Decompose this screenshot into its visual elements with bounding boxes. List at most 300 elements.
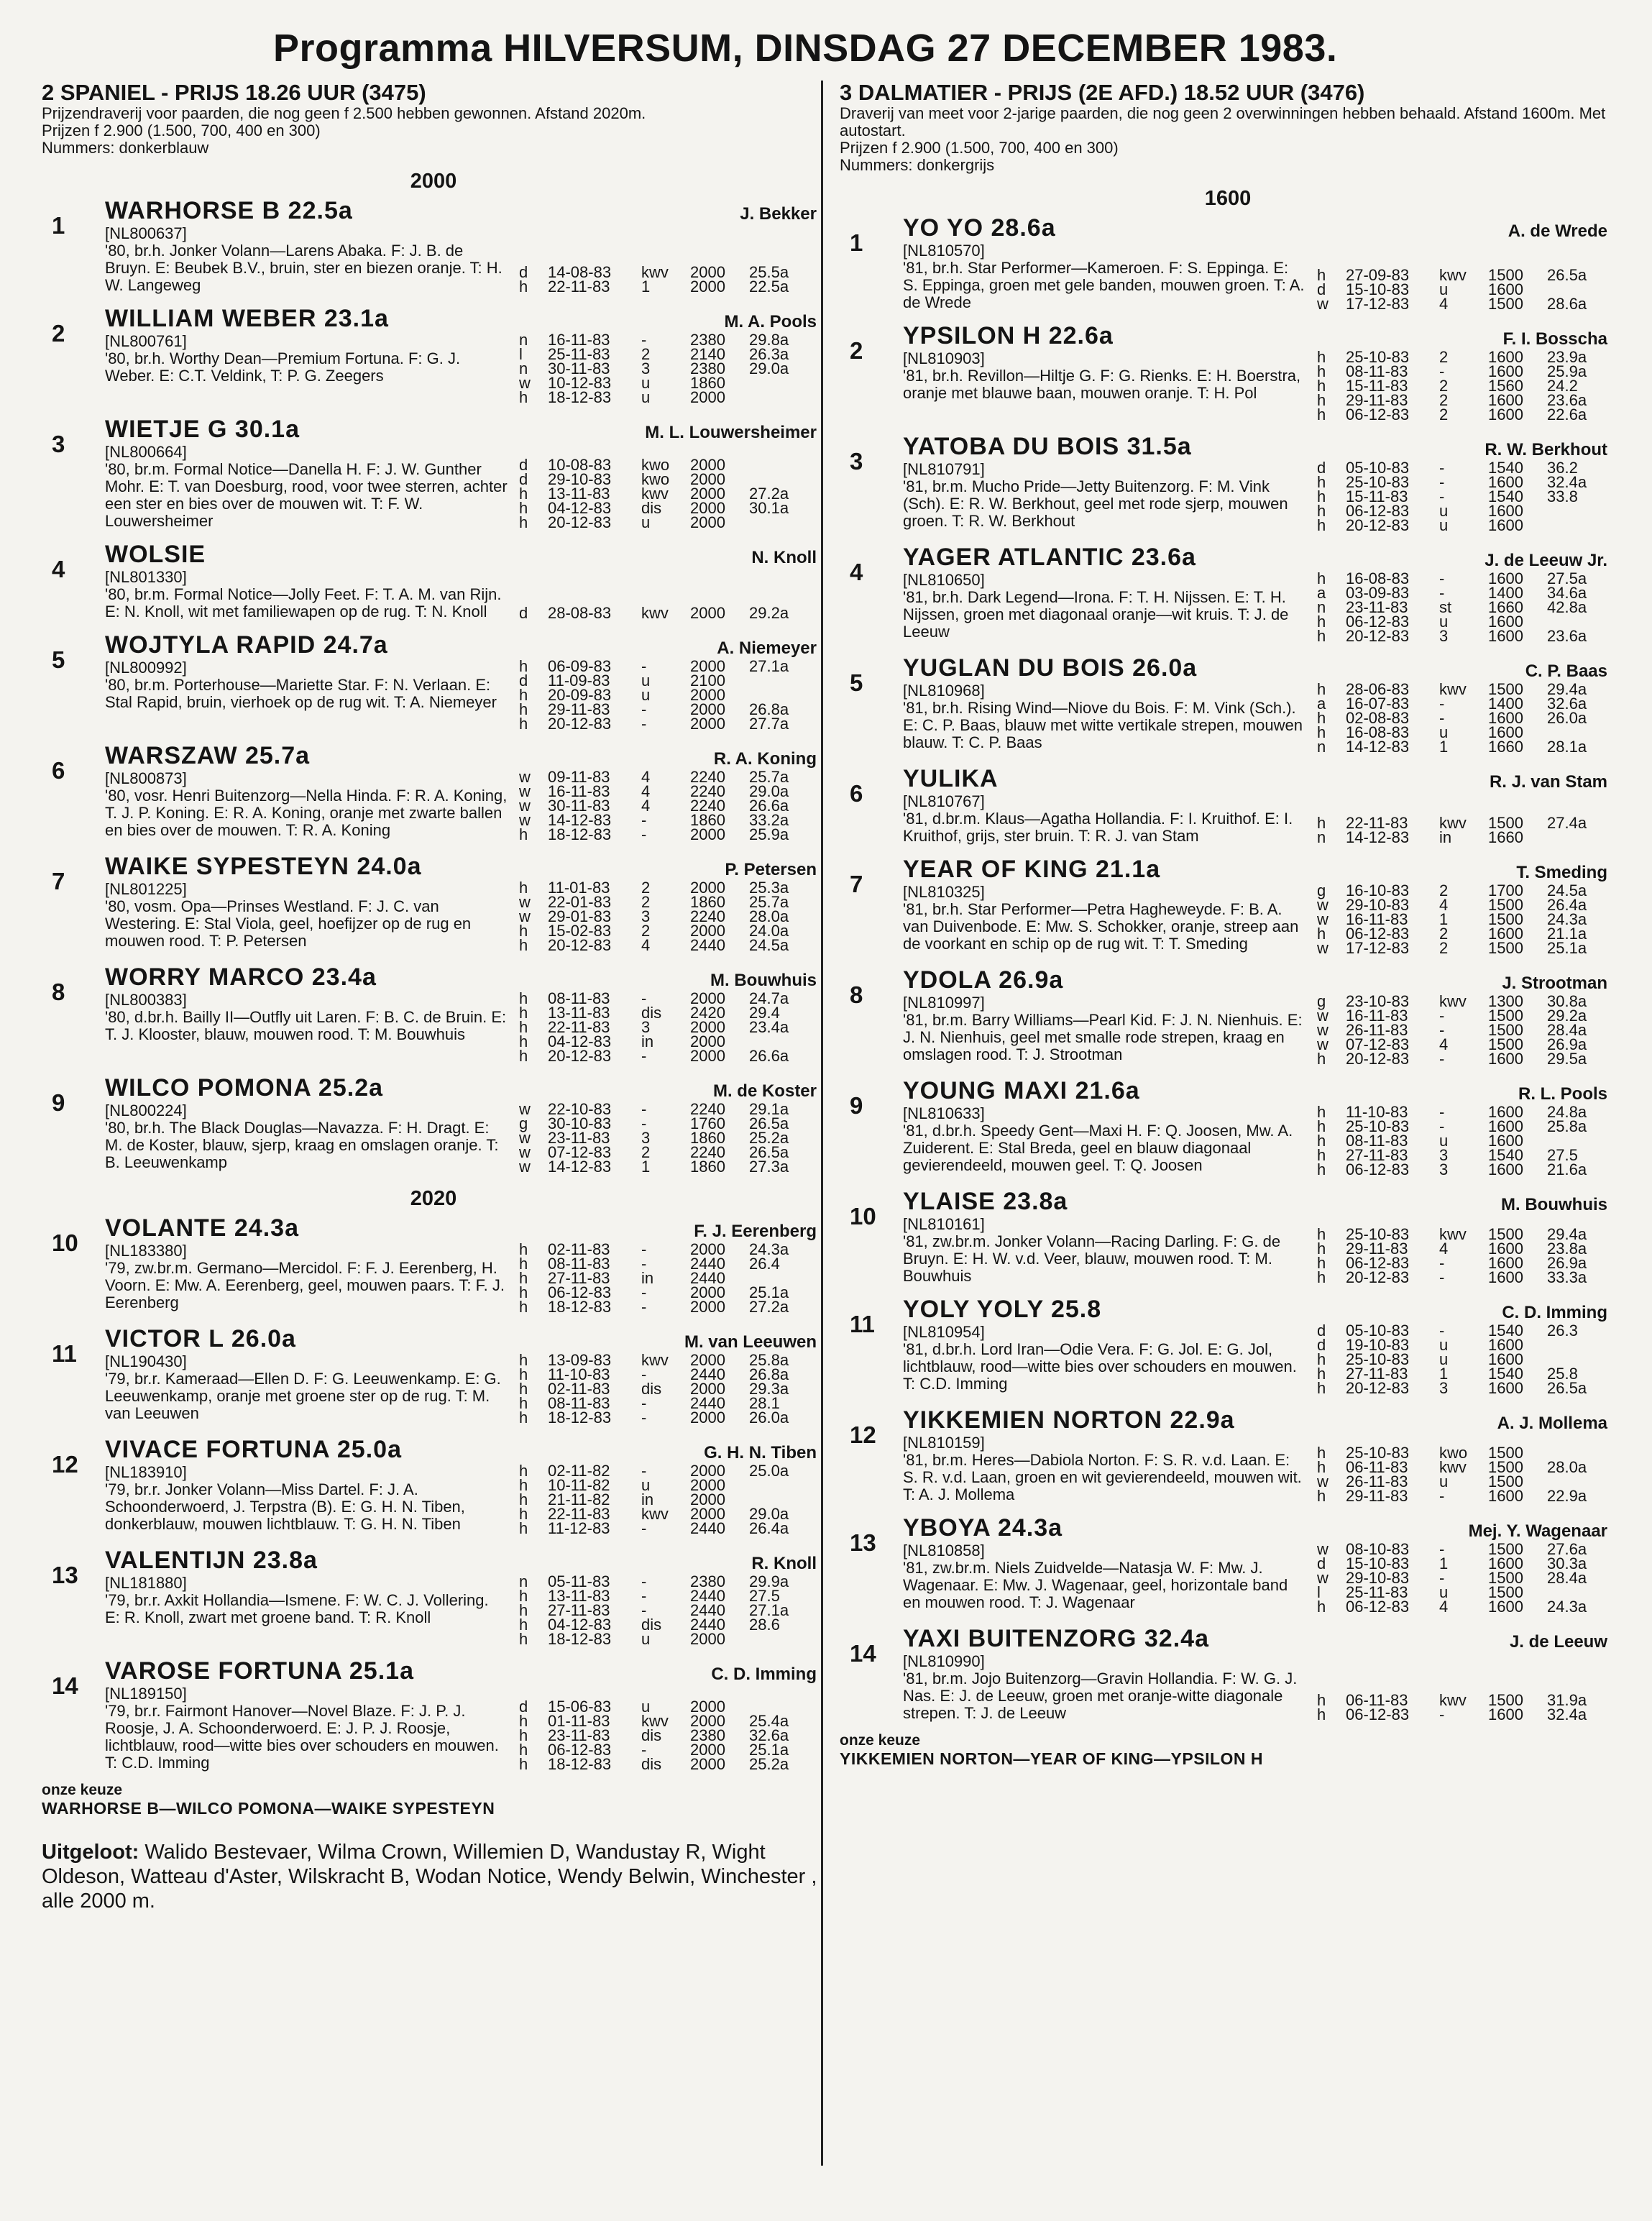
- performance-cell: h: [519, 1755, 528, 1773]
- driver-name: N. Knoll: [751, 548, 817, 567]
- performance-cell: 1600: [1488, 1336, 1523, 1354]
- performance-cell: 18-12-83: [548, 1409, 612, 1427]
- driver-name: M. Bouwhuis: [1501, 1195, 1607, 1214]
- performance-cell: h: [519, 278, 528, 296]
- horse-code: [NL810159]: [903, 1434, 985, 1452]
- performance-cell: h: [519, 1712, 528, 1730]
- horse-code: [NL810968]: [903, 682, 985, 700]
- performance-cell: h: [1317, 1350, 1326, 1368]
- horse-details: [903, 1105, 1616, 1177]
- performance-cell: -: [641, 1572, 647, 1590]
- performance-cell: 1600: [1488, 569, 1523, 587]
- performance-cell: h: [519, 825, 528, 843]
- performance-cell: 27.7a: [749, 715, 789, 733]
- pedigree-text: '81, br.m. Mucho Pride—Jetty Buitenzorg. F: M. Vink (Sch). E: R. W. Berkhout, geel met rode sjerp, mouwen groen. T: R. W. Berkhout: [903, 477, 1288, 530]
- performance-row: [519, 1411, 811, 1425]
- horse-number: 9: [850, 1092, 863, 1119]
- horse-header: [903, 543, 1616, 572]
- horse-description: [105, 992, 508, 1063]
- performance-cell: d: [1317, 280, 1326, 298]
- horse-body: [903, 654, 1616, 754]
- horse-details: [903, 793, 1616, 845]
- performance-cell: 2: [641, 1143, 651, 1161]
- performance-cell: w: [519, 782, 531, 800]
- performance-cell: w: [1317, 295, 1329, 313]
- performance-cell: 1860: [690, 893, 725, 911]
- performance-cell: h: [1317, 1705, 1326, 1723]
- performance-cell: 2440: [690, 1601, 725, 1619]
- horse-name: YAXI BUITENZORG 32.4a: [903, 1625, 1209, 1652]
- pedigree-text: '80, d.br.h. Bailly II—Outfly uit Laren. F: B. C. de Bruin. E: T. J. Klooster, blauw, mouwen rood. T: M. Bouwhuis: [105, 1008, 507, 1043]
- performance-cell: 4: [1439, 1240, 1449, 1258]
- horse-code: [NL800992]: [105, 659, 187, 677]
- horse-details: [105, 444, 825, 530]
- performance-cell: 25.1a: [749, 1283, 789, 1301]
- performance-cell: 08-11-83: [1346, 362, 1408, 380]
- performance-cell: 1: [1439, 1365, 1449, 1383]
- performance-cell: -: [641, 1409, 647, 1427]
- performance-cell: h: [519, 1004, 528, 1022]
- performance-cell: 1500: [1488, 1540, 1523, 1558]
- performance-cell: 29.5a: [1547, 1050, 1587, 1068]
- horse-body: [105, 741, 825, 842]
- performance-cell: 23-11-83: [548, 1129, 610, 1147]
- horse-code: [NL810858]: [903, 1542, 985, 1560]
- performance-cell: h: [519, 1726, 528, 1744]
- performance-cell: 36.2: [1547, 459, 1578, 477]
- horse-name: WILCO POMONA 25.2a: [105, 1074, 384, 1102]
- performance-cell: 25.2a: [749, 1129, 789, 1147]
- performance-row: [1317, 518, 1609, 533]
- performance-cell: 25.3a: [749, 879, 789, 897]
- horse-code: [NL183380]: [105, 1242, 187, 1260]
- horse-details: [903, 569, 1616, 645]
- performance-cell: 2440: [690, 1365, 725, 1383]
- performance-cell: 15-10-83: [1346, 1554, 1410, 1572]
- performance-cell: 01-11-83: [548, 1712, 610, 1730]
- performance-cell: -: [1439, 1007, 1445, 1025]
- horse-number: 9: [52, 1089, 65, 1116]
- performance-cell: 25.0a: [749, 1462, 789, 1480]
- performance-cell: h: [519, 1519, 528, 1537]
- horse-name: VIVACE FORTUNA 25.0a: [105, 1436, 402, 1463]
- performance-cell: 2000: [690, 1476, 725, 1494]
- pedigree-text: '81, zw.br.m. Niels Zuidvelde—Natasja W. F: Mw. J. Wagenaar. E: Mw. J. Wagenaar, geel, horizontale band en mouwen rood. T: J. Wagenaar: [903, 1559, 1288, 1611]
- performance-cell: -: [1439, 1268, 1445, 1286]
- performance-cell: 25-10-83: [1346, 348, 1410, 366]
- performance-cell: 14-08-83: [548, 263, 612, 281]
- performance-cell: u: [641, 1698, 651, 1716]
- performance-cell: 26.4a: [1547, 896, 1587, 914]
- performance-cell: -: [1439, 1322, 1445, 1340]
- performance-cell: kwo: [1439, 1444, 1468, 1462]
- horse-details: [105, 770, 825, 842]
- performance-cell: g: [519, 1114, 528, 1132]
- horse-code: [NL800224]: [105, 1102, 187, 1119]
- performance-cell: h: [1317, 391, 1326, 409]
- horse-body: [903, 764, 1616, 845]
- performance-cell: h: [519, 1380, 528, 1398]
- performance-cell: 26.9a: [1547, 1254, 1587, 1272]
- performance-cell: 2: [641, 893, 651, 911]
- performance-row: [519, 1160, 811, 1174]
- performance-cell: 1600: [1488, 613, 1523, 631]
- horse-number: 13: [52, 1562, 78, 1588]
- performance-cell: -: [641, 715, 647, 733]
- performance-cell: dis: [641, 1004, 662, 1022]
- performance-cell: 11-09-83: [548, 672, 610, 690]
- performance-row: [1317, 1270, 1609, 1285]
- performance-cell: 1500: [1488, 896, 1523, 914]
- performance-cell: [1547, 830, 1609, 845]
- race-column-right: [840, 81, 1616, 1769]
- horse-number: 5: [52, 646, 65, 673]
- performance-cell: 26-11-83: [1346, 1473, 1408, 1490]
- performance-cell: 28.1: [749, 1394, 780, 1412]
- horse-body: [105, 540, 825, 620]
- performance-cell: 16-10-83: [1346, 881, 1410, 899]
- performance-cell: d: [1317, 1554, 1326, 1572]
- performance-cell: 2000: [690, 1505, 725, 1523]
- uitgeloot-note: [42, 1840, 832, 1913]
- horse-code: [NL810161]: [903, 1215, 985, 1233]
- performance-cell: dis: [641, 1616, 662, 1634]
- performance-cell: kwo: [641, 470, 670, 488]
- performance-cell: 06-12-83: [548, 1283, 612, 1301]
- horse-name: WILLIAM WEBER 23.1a: [105, 305, 389, 332]
- horse-description: [903, 1324, 1305, 1396]
- performance-cell: 28.1a: [1547, 738, 1587, 756]
- performance-cell: 20-12-83: [1346, 627, 1410, 645]
- horse-entry: [840, 855, 1616, 956]
- performance-list: [519, 1353, 811, 1425]
- performance-cell: dis: [641, 1726, 662, 1744]
- performance-cell: 3: [1439, 1379, 1449, 1397]
- performance-cell: w: [1317, 1021, 1329, 1039]
- performance-cell: w: [519, 1143, 531, 1161]
- horse-entry: [840, 214, 1616, 311]
- horse-header: [105, 852, 825, 881]
- driver-name: T. Smeding: [1516, 863, 1607, 882]
- performance-cell: 06-12-83: [1346, 1705, 1410, 1723]
- keuze-selection: WARHORSE B—WILCO POMONA—WAIKE SYPESTEYN: [42, 1799, 495, 1818]
- performance-cell: 22-01-83: [548, 893, 612, 911]
- performance-cell: h: [519, 1283, 528, 1301]
- horse-details: [105, 881, 825, 953]
- performance-cell: 2: [1439, 925, 1449, 943]
- performance-cell: 4: [641, 797, 651, 815]
- performance-cell: 06-12-83: [548, 1741, 612, 1759]
- horse-entry: [840, 1514, 1616, 1614]
- performance-row: [519, 1300, 811, 1314]
- performance-cell: 20-12-83: [548, 513, 612, 531]
- performance-list: [519, 989, 811, 1065]
- performance-cell: 2440: [690, 1587, 725, 1605]
- performance-cell: 1500: [1488, 295, 1523, 313]
- driver-name: R. L. Pools: [1518, 1084, 1607, 1104]
- horse-details: [105, 1353, 825, 1425]
- performance-cell: 15-11-83: [1346, 487, 1408, 505]
- performance-cell: 23.8a: [1547, 1240, 1587, 1258]
- performance-cell: u: [1439, 1336, 1449, 1354]
- performance-cell: 29.4a: [1547, 680, 1587, 698]
- performance-row: [519, 513, 811, 531]
- performance-cell: 1400: [1488, 584, 1523, 602]
- performance-cell: 1860: [690, 811, 725, 829]
- performance-cell: -: [1439, 1117, 1445, 1135]
- performance-cell: 3: [641, 1018, 651, 1036]
- horse-description: [903, 793, 1305, 845]
- horse-details: [105, 569, 825, 620]
- horse-name: WAIKE SYPESTEYN 24.0a: [105, 853, 422, 880]
- performance-cell: w: [1317, 1035, 1329, 1053]
- performance-cell: 2000: [690, 1462, 725, 1480]
- horse-entry: [840, 1624, 1616, 1722]
- performance-cell: 24.3a: [1547, 1598, 1587, 1616]
- performance-row: [1317, 1705, 1609, 1723]
- horse-name: YEAR OF KING 21.1a: [903, 856, 1161, 883]
- performance-cell: l: [1317, 1583, 1321, 1601]
- performance-list: [1317, 1434, 1609, 1503]
- performance-cell: 05-10-83: [1346, 1322, 1410, 1340]
- performance-cell: in: [1439, 828, 1452, 846]
- horse-entry: [42, 631, 825, 731]
- performance-row: [1317, 941, 1609, 956]
- performance-cell: d: [519, 1698, 528, 1716]
- performance-cell: 2000: [690, 1755, 725, 1773]
- horse-details: [903, 994, 1616, 1066]
- performance-cell: n: [1317, 738, 1326, 756]
- performance-cell: 08-10-83: [1346, 1540, 1410, 1558]
- performance-cell: 09-11-83: [548, 768, 610, 786]
- horse-description: [105, 225, 508, 294]
- performance-cell: 2000: [690, 456, 725, 474]
- performance-cell: -: [641, 825, 647, 843]
- performance-cell: h: [1317, 1598, 1326, 1616]
- performance-cell: 19-10-83: [1346, 1336, 1410, 1354]
- performance-cell: -: [641, 1255, 647, 1273]
- horse-code: [NL810997]: [903, 994, 985, 1012]
- performance-cell: 2000: [690, 388, 725, 406]
- horse-name: WOLSIE: [105, 541, 206, 568]
- performance-cell: h: [1317, 1240, 1326, 1258]
- performance-cell: 1600: [1488, 348, 1523, 366]
- distance-heading: 1600: [1204, 187, 1252, 210]
- performance-cell: 27-11-83: [1346, 1146, 1408, 1164]
- performance-cell: 20-09-83: [548, 686, 612, 704]
- pedigree-text: '80, br.m. Porterhouse—Mariette Star. F: N. Verlaan. E: Stal Rapid, bruin, vierhoek op de rug wit. T: A. Niemeyer: [105, 676, 497, 711]
- driver-name: M. de Koster: [712, 1081, 817, 1101]
- horse-name: YAGER ATLANTIC 23.6a: [903, 544, 1196, 571]
- performance-cell: 1600: [1488, 1254, 1523, 1272]
- performance-list: [1317, 1653, 1609, 1722]
- performance-cell: 29.4: [749, 1004, 780, 1022]
- performance-cell: h: [1317, 1444, 1326, 1462]
- driver-name: C. P. Baas: [1525, 661, 1607, 681]
- performance-cell: -: [1439, 584, 1445, 602]
- performance-cell: -: [641, 1283, 647, 1301]
- performance-cell: 2: [1439, 881, 1449, 899]
- performance-cell: 32.4a: [1547, 1705, 1587, 1723]
- performance-list: [519, 333, 811, 405]
- performance-cell: 1500: [1488, 1583, 1523, 1601]
- horse-description: [105, 444, 508, 530]
- performance-cell: h: [519, 1490, 528, 1508]
- performance-cell: 1600: [1488, 280, 1523, 298]
- performance-cell: 06-12-83: [1346, 1254, 1410, 1272]
- horse-body: [903, 432, 1616, 533]
- pedigree-text: '81, br.m. Barry Williams—Pearl Kid. F: J. N. Nienhuis. E: J. N. Nienhuis, geel met smalle rode strepen, kraag en omslagen rood. T: J. Strootman: [903, 1011, 1303, 1063]
- pedigree-text: '81, br.h. Star Performer—Kameroen. F: S. Eppinga. E: S. Eppinga, groen met gele banden, mouwen groen. T: A. de Wrede: [903, 259, 1305, 311]
- performance-cell: h: [1317, 723, 1326, 741]
- performance-cell: 1860: [690, 1158, 725, 1176]
- performance-cell: 1600: [1488, 502, 1523, 520]
- performance-cell: 26.3a: [749, 345, 789, 363]
- performance-cell: 2380: [690, 331, 725, 349]
- performance-cell: 20-12-83: [548, 1047, 612, 1065]
- performance-cell: 16-08-83: [1346, 723, 1410, 741]
- performance-cell: 29-11-83: [548, 700, 610, 718]
- performance-cell: 15-11-83: [1346, 377, 1408, 395]
- performance-list: [1317, 1216, 1609, 1285]
- performance-cell: 2000: [690, 922, 725, 940]
- performance-cell: -: [1439, 487, 1445, 505]
- performance-cell: 11-01-83: [548, 879, 610, 897]
- performance-cell: 11-12-83: [548, 1519, 610, 1537]
- horse-body: [105, 1435, 825, 1536]
- performance-cell: 25-10-83: [1346, 1444, 1410, 1462]
- horse-number: 4: [52, 556, 65, 582]
- performance-cell: 20-12-83: [1346, 1050, 1410, 1068]
- pedigree-text: '81, br.h. Rising Wind—Niove du Bois. F: M. Vink (Sch.). E: C. P. Baas, blauw met witte vertikale strepen, mouwen blauw. T: C. P. Baas: [903, 699, 1303, 751]
- performance-cell: 32.6a: [1547, 695, 1587, 713]
- performance-cell: h: [1317, 377, 1326, 395]
- performance-cell: -: [1439, 1021, 1445, 1039]
- driver-name: G. H. N. Tiben: [704, 1443, 817, 1462]
- performance-cell: 28-08-83: [548, 604, 612, 622]
- performance-cell: 2000: [690, 1698, 725, 1716]
- pedigree-text: '81, d.br.m. Klaus—Agatha Hollandia. F: I. Kruithof. E: I. Kruithof, grijs, ster bruin. T: R. J. van Stam: [903, 810, 1293, 845]
- performance-cell: 1500: [1488, 910, 1523, 928]
- performance-cell: 4: [1439, 295, 1449, 313]
- performance-cell: 1860: [690, 374, 725, 392]
- performance-cell: 3: [1439, 1146, 1449, 1164]
- performance-cell: 29-10-83: [1346, 1569, 1410, 1587]
- performance-cell: -: [641, 1240, 647, 1258]
- performance-cell: 02-08-83: [1346, 709, 1410, 727]
- performance-cell: u: [641, 374, 651, 392]
- performance-cell: 06-12-83: [1346, 502, 1410, 520]
- horse-name: VALENTIJN 23.8a: [105, 1547, 318, 1574]
- performance-cell: dis: [641, 1755, 662, 1773]
- performance-cell: h: [519, 936, 528, 954]
- performance-cell: 2000: [690, 1380, 725, 1398]
- horse-header: [105, 741, 825, 770]
- performance-cell: 30.1a: [749, 499, 789, 517]
- performance-cell: 1600: [1488, 391, 1523, 409]
- horse-entry: [42, 304, 825, 405]
- performance-cell: 20-12-83: [1346, 516, 1410, 534]
- keuze-label: onze keuze: [42, 1782, 123, 1798]
- performance-row: [1317, 1600, 1609, 1614]
- performance-list: [519, 444, 811, 530]
- performance-cell: h: [1317, 925, 1326, 943]
- performance-cell: n: [1317, 598, 1326, 616]
- performance-cell: 2000: [690, 715, 725, 733]
- horse-header: [903, 855, 1616, 884]
- performance-cell: h: [1317, 814, 1326, 832]
- horse-entry: [42, 963, 825, 1063]
- pedigree-text: '79, br.r. Jonker Volann—Miss Dartel. F: J. A. Schoonderwoerd, J. Terpstra (B). E: G. H. N. Tiben, donkerblauw, mouwen lichtblauw. T: G. H. N. Tiben: [105, 1480, 465, 1533]
- performance-cell: 2: [1439, 348, 1449, 366]
- distance-heading: 2000: [410, 170, 457, 193]
- horse-body: [105, 631, 825, 731]
- performance-cell: 2240: [690, 907, 725, 925]
- horse-name: YATOBA DU BOIS 31.5a: [903, 433, 1192, 460]
- performance-cell: 30-11-83: [548, 360, 610, 377]
- horse-header: [105, 631, 825, 659]
- horse-details: [903, 350, 1616, 422]
- driver-name: R. W. Berkhout: [1484, 440, 1607, 459]
- performance-cell: w: [1317, 910, 1329, 928]
- performance-cell: 1500: [1488, 266, 1523, 284]
- horse-code: [NL810767]: [903, 792, 985, 810]
- performance-cell: 18-12-83: [548, 1755, 612, 1773]
- horse-header: [903, 1406, 1616, 1434]
- driver-name: C. D. Imming: [711, 1664, 817, 1684]
- performance-cell: 27-09-83: [1346, 266, 1410, 284]
- performance-cell: 2: [1439, 391, 1449, 409]
- performance-cell: 26.5a: [749, 1114, 789, 1132]
- pedigree-text: '81, d.br.h. Speedy Gent—Maxi H. F: Q. Joosen, Mw. A. Zuiderent. E: Stal Breda, geel en blauw diagonaal gevierendeeld, mouwen geel. T: Q. Joosen: [903, 1122, 1293, 1174]
- performance-cell: 20-12-83: [1346, 1268, 1410, 1286]
- performance-cell: 1600: [1488, 1050, 1523, 1068]
- performance-cell: d: [1317, 459, 1326, 477]
- performance-cell: 16-11-83: [548, 331, 610, 349]
- performance-cell: -: [1439, 1487, 1445, 1505]
- horse-body: [903, 321, 1616, 422]
- performance-cell: h: [519, 686, 528, 704]
- horse-code: [NL810570]: [903, 242, 985, 260]
- performance-cell: 2: [1439, 939, 1449, 957]
- horse-name: WORRY MARCO 23.4a: [105, 963, 377, 991]
- performance-cell: 25.5a: [749, 263, 789, 281]
- performance-cell: 2000: [690, 1283, 725, 1301]
- performance-cell: w: [519, 1100, 531, 1118]
- horse-number: 1: [52, 212, 65, 239]
- horse-body: [105, 1324, 825, 1425]
- performance-cell: 26.8a: [749, 1365, 789, 1383]
- performance-cell: 1500: [1488, 680, 1523, 698]
- performance-cell: 2380: [690, 360, 725, 377]
- performance-row: [1317, 408, 1609, 422]
- performance-cell: h: [1317, 362, 1326, 380]
- performance-cell: -: [641, 331, 647, 349]
- performance-cell: 4: [1439, 1035, 1449, 1053]
- performance-cell: 25.1a: [749, 1741, 789, 1759]
- performance-cell: u: [641, 1630, 651, 1648]
- driver-name: M. A. Pools: [724, 312, 817, 331]
- horse-details: [105, 1572, 825, 1648]
- distance-heading: 2020: [410, 1187, 457, 1210]
- performance-cell: 25-10-83: [1346, 1117, 1410, 1135]
- performance-cell: 26.3: [1547, 1322, 1578, 1340]
- performance-cell: h: [519, 1476, 528, 1494]
- horse-number: 3: [52, 431, 65, 457]
- performance-cell: 23-11-83: [1346, 598, 1408, 616]
- horse-header: [105, 1073, 825, 1102]
- horse-number: 11: [52, 1340, 77, 1367]
